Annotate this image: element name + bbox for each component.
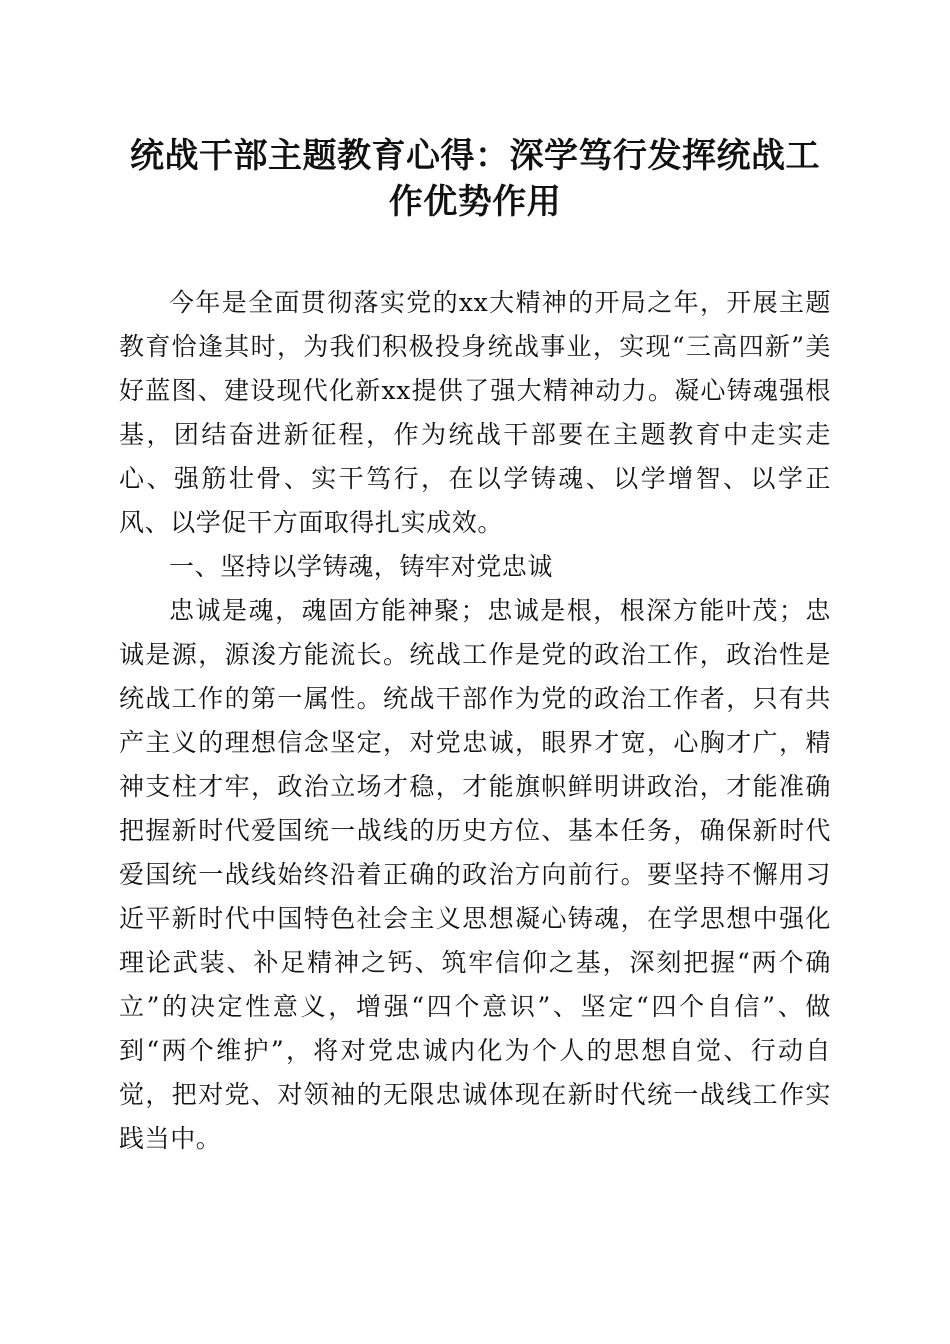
document-title [100,133,850,225]
document-title-line-2: 作优势作用 [388,182,562,222]
intro-paragraph: 今年是全面贯彻落实党的xx大精神的开局之年，开展主题教育恰逢其时，为我们积极投身统战事业，实现“三高四新”美好蓝图、建设现代化新xx提供了强大精神动力。凝心铸魂强根基，团结奋进新征程，作为统战干部要在主题教育中走实走心、强筋壮骨、实干笃行，在以学铸魂、以学增智、以学正风、以学促干方面取得扎实成效。 [119,288,831,537]
document-title-line-1: 统战干部主题教育心得：深学笃行发挥统战工 [130,136,820,176]
document-body [119,281,831,1161]
section-1-paragraph: 忠诚是魂，魂固方能神聚；忠诚是根，根深方能叶茂；忠诚是源，源浚方能流长。统战工作是党的政治工作，政治性是统战工作的第一属性。统战干部作为党的政治工作者，只有共产主义的理想信念坚定，对党忠诚，眼界才宽，心胸才广，精神支柱才牢，政治立场才稳，才能旗帜鲜明讲政治，才能准确把握新时代爱国统一战线的历史方位、基本任务，确保新时代爱国统一战线始终沿着正确的政治方向前行。要坚持不懈用习近平新时代中国特色社会主义思想凝心铸魂，在学思想中强化理论武装、补足精神之钙、筑牢信仰之基，深刻把握“两个确立”的决定性意义，增强“四个意识”、坚定“四个自信”、做到“两个维护”，将对党忠诚内化为个人的思想自觉、行动自觉，把对党、对领袖的无限忠诚体现在新时代统一战线工作实践当中。 [119,596,831,1153]
section-1-heading: 一、坚持以学铸魂，铸牢对党忠诚 [169,552,554,581]
